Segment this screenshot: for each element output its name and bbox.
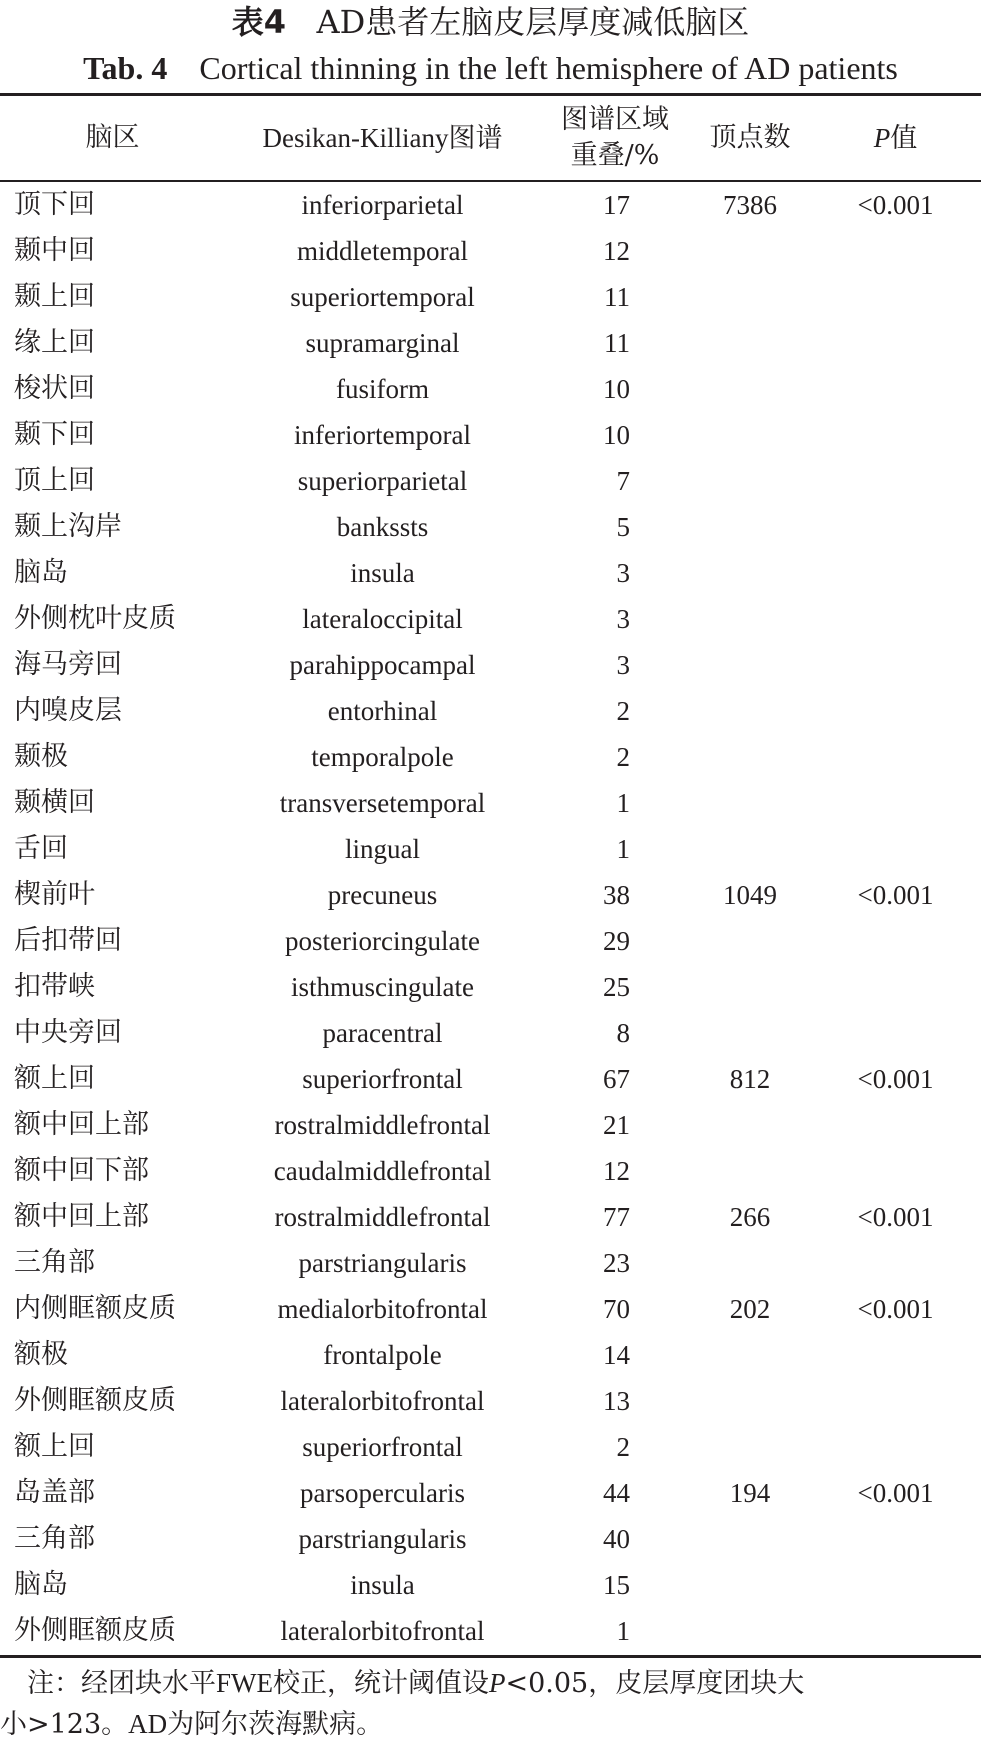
cell-atlas: isthmuscingulate (291, 972, 474, 1002)
table-row (0, 366, 981, 412)
cell-p-value (810, 1010, 981, 1056)
cell-overlap: 21 (603, 1110, 630, 1140)
cell-vertices (690, 1424, 810, 1470)
cell-vertices (690, 228, 810, 274)
table-row (0, 1286, 981, 1332)
cell-vertices (690, 320, 810, 366)
cell-region: 后扣带回 (14, 925, 122, 956)
table-row (0, 596, 981, 642)
cell-vertices (690, 1608, 810, 1654)
cell-overlap: 3 (616, 650, 630, 680)
cell-atlas: precuneus (327, 880, 438, 910)
cell-overlap: 11 (604, 328, 630, 358)
header-region: 脑区 (85, 122, 140, 153)
cell-vertices (690, 596, 810, 642)
table-row (0, 1148, 981, 1194)
cell-region: 中央旁回 (14, 1017, 122, 1048)
table-row (0, 320, 981, 366)
cell-overlap: 2 (616, 696, 630, 726)
cell-region: 颞中回 (14, 235, 95, 266)
cell-atlas: rostralmiddlefrontal (274, 1202, 491, 1232)
cell-overlap: 2 (616, 1432, 630, 1462)
table-header (0, 96, 981, 180)
cell-atlas: superiorparietal (297, 466, 468, 496)
cell-region: 内侧眶额皮质 (14, 1293, 176, 1324)
cell-overlap: 29 (603, 926, 630, 956)
cell-p-value (810, 412, 981, 458)
cell-vertices: 266 (729, 1202, 771, 1232)
table-row (0, 1010, 981, 1056)
cell-p-value (810, 642, 981, 688)
cell-p-value (810, 458, 981, 504)
header-atlas: Desikan-Killiany图谱 (262, 122, 503, 154)
table-title-cn-text: AD患者左脑皮层厚度减低脑区 (316, 3, 750, 41)
cell-region: 顶下回 (14, 189, 95, 220)
cell-p-value (810, 1562, 981, 1608)
cell-p-value (810, 1424, 981, 1470)
cell-vertices: 7386 (723, 190, 777, 220)
cell-atlas: parstriangularis (298, 1524, 467, 1554)
cell-p-value (810, 1516, 981, 1562)
cell-overlap: 38 (603, 880, 630, 910)
cell-atlas: inferiortemporal (294, 420, 471, 450)
cell-p-value: <0.001 (857, 1202, 934, 1232)
cell-p-value (810, 228, 981, 274)
cell-p-value: <0.001 (857, 1064, 934, 1094)
table-row (0, 918, 981, 964)
cell-p-value (810, 964, 981, 1010)
cell-atlas: parahippocampal (289, 650, 476, 680)
cell-region: 外侧眶额皮质 (14, 1385, 176, 1416)
cell-atlas: superiorfrontal (302, 1432, 463, 1462)
cell-region: 舌回 (14, 833, 68, 864)
cell-atlas: posteriorcingulate (285, 926, 480, 956)
table-row (0, 1562, 981, 1608)
table-number-en: Tab. 4 (83, 50, 168, 86)
cell-overlap: 40 (603, 1524, 630, 1554)
cell-overlap: 14 (603, 1340, 630, 1370)
table-body (0, 182, 981, 1654)
table-row (0, 872, 981, 918)
table-row (0, 182, 981, 228)
cell-atlas: rostralmiddlefrontal (274, 1110, 491, 1140)
cell-vertices: 194 (729, 1478, 771, 1508)
cell-vertices (690, 688, 810, 734)
table-title-en-text: Cortical thinning in the left hemisphere of AD patients (199, 50, 898, 86)
table-row (0, 274, 981, 320)
cell-vertices (690, 1516, 810, 1562)
cell-vertices (690, 1378, 810, 1424)
table-row (0, 1194, 981, 1240)
cell-overlap: 10 (603, 374, 630, 404)
cell-region: 颞下回 (14, 419, 95, 450)
cell-overlap: 77 (603, 1202, 630, 1232)
cell-region: 扣带峡 (14, 971, 95, 1002)
cell-vertices (690, 642, 810, 688)
cell-atlas: inferiorparietal (301, 190, 464, 220)
cell-region: 额中回下部 (14, 1155, 149, 1186)
cell-atlas: superiortemporal (290, 282, 475, 312)
cell-region: 缘上回 (14, 327, 95, 358)
table-title-en (0, 46, 981, 90)
cell-vertices (690, 1562, 810, 1608)
cell-atlas: caudalmiddlefrontal (273, 1156, 492, 1186)
cell-atlas: lateralorbitofrontal (280, 1386, 485, 1416)
cell-overlap: 3 (616, 558, 630, 588)
table-row (0, 642, 981, 688)
table-row (0, 1608, 981, 1654)
cell-region: 额中回上部 (14, 1109, 149, 1140)
header-p-value: P值 (873, 122, 918, 154)
cell-vertices (690, 366, 810, 412)
cell-overlap: 10 (603, 420, 630, 450)
cell-atlas: fusiform (336, 374, 429, 404)
table-note: 注：经团块水平FWE校正，统计阈值设P<0.05，皮层厚度团块大 小>123。AD为阿尔茨海默病。 (0, 1668, 805, 1740)
cell-overlap: 25 (603, 972, 630, 1002)
cell-region: 额上回 (14, 1063, 95, 1094)
table-row (0, 1056, 981, 1102)
cell-atlas: bankssts (336, 512, 429, 542)
table-row (0, 1516, 981, 1562)
cell-p-value (810, 780, 981, 826)
cell-atlas: medialorbitofrontal (277, 1294, 488, 1324)
cell-overlap: 8 (616, 1018, 630, 1048)
cell-p-value: <0.001 (857, 1294, 934, 1324)
cell-overlap: 17 (603, 190, 630, 220)
header-overlap: 图谱区域 重叠/% (561, 104, 669, 171)
table-row (0, 504, 981, 550)
table-row (0, 734, 981, 780)
cell-atlas: lateralorbitofrontal (280, 1616, 485, 1646)
cell-overlap: 13 (603, 1386, 630, 1416)
cell-atlas: transversetemporal (279, 788, 486, 818)
cell-overlap: 3 (616, 604, 630, 634)
cell-region: 颞极 (14, 741, 68, 772)
table-bottom-rule (0, 1655, 981, 1658)
cell-p-value (810, 1102, 981, 1148)
cell-overlap: 11 (604, 282, 630, 312)
cell-p-value (810, 366, 981, 412)
cell-region: 外侧枕叶皮质 (14, 603, 176, 634)
table-row (0, 1378, 981, 1424)
cell-p-value (810, 320, 981, 366)
cell-vertices (690, 504, 810, 550)
cell-overlap: 2 (616, 742, 630, 772)
cell-overlap: 44 (603, 1478, 630, 1508)
header-vertices: 顶点数 (709, 122, 791, 153)
cell-overlap: 7 (616, 466, 630, 496)
cell-region: 颞横回 (14, 787, 95, 818)
cell-p-value (810, 1608, 981, 1654)
cell-region: 脑岛 (14, 557, 68, 588)
cell-vertices: 812 (729, 1064, 771, 1094)
cell-atlas: entorhinal (327, 696, 438, 726)
cell-p-value (810, 1332, 981, 1378)
table-row (0, 1424, 981, 1470)
cell-region: 内嗅皮层 (14, 695, 122, 726)
cell-vertices (690, 964, 810, 1010)
cell-vertices (690, 458, 810, 504)
cell-overlap: 70 (603, 1294, 630, 1324)
cell-vertices (690, 734, 810, 780)
table-row (0, 1240, 981, 1286)
cell-region: 岛盖部 (14, 1477, 95, 1508)
cell-region: 外侧眶额皮质 (14, 1615, 176, 1646)
table-row (0, 964, 981, 1010)
table-row (0, 412, 981, 458)
cell-p-value (810, 1240, 981, 1286)
cell-overlap: 12 (603, 236, 630, 266)
cell-atlas: supramarginal (305, 328, 460, 358)
cell-region: 额上回 (14, 1431, 95, 1462)
cell-vertices (690, 1332, 810, 1378)
cell-p-value (810, 688, 981, 734)
cell-p-value (810, 1148, 981, 1194)
table-row (0, 1102, 981, 1148)
cell-vertices: 1049 (723, 880, 777, 910)
cell-vertices (690, 1148, 810, 1194)
cell-overlap: 1 (616, 1616, 630, 1646)
cell-p-value (810, 274, 981, 320)
cell-region: 颞上回 (14, 281, 95, 312)
cell-vertices: 202 (729, 1294, 771, 1324)
table-row (0, 550, 981, 596)
cell-overlap: 23 (603, 1248, 630, 1278)
cell-atlas: parstriangularis (298, 1248, 467, 1278)
cell-p-value (810, 504, 981, 550)
cell-atlas: insula (350, 1570, 415, 1600)
cell-vertices (690, 1010, 810, 1056)
cell-region: 海马旁回 (14, 649, 122, 680)
table-row (0, 458, 981, 504)
cell-p-value (810, 550, 981, 596)
cell-atlas: paracentral (322, 1018, 443, 1048)
cell-overlap: 5 (616, 512, 630, 542)
table-number-cn: 表4 (231, 3, 286, 41)
cell-vertices (690, 826, 810, 872)
cell-p-value (810, 596, 981, 642)
table-row (0, 1470, 981, 1516)
cell-region: 颞上沟岸 (14, 511, 122, 542)
cell-region: 额极 (14, 1339, 68, 1370)
cell-region: 梭状回 (14, 373, 95, 404)
cell-atlas: frontalpole (323, 1340, 442, 1370)
cell-p-value (810, 826, 981, 872)
cell-vertices (690, 780, 810, 826)
cell-atlas: insula (350, 558, 415, 588)
cell-atlas: superiorfrontal (302, 1064, 463, 1094)
cell-atlas: parsopercularis (300, 1478, 465, 1508)
cell-atlas: lateraloccipital (302, 604, 463, 634)
cell-p-value (810, 918, 981, 964)
cell-overlap: 1 (616, 788, 630, 818)
cell-overlap: 15 (603, 1570, 630, 1600)
table-row (0, 228, 981, 274)
cell-p-value (810, 1378, 981, 1424)
cell-vertices (690, 550, 810, 596)
table-title-cn (0, 0, 981, 44)
cell-p-value: <0.001 (857, 190, 934, 220)
cell-overlap: 67 (603, 1064, 630, 1094)
cell-p-value: <0.001 (857, 1478, 934, 1508)
table-row (0, 826, 981, 872)
cell-region: 三角部 (14, 1247, 95, 1278)
cell-overlap: 12 (603, 1156, 630, 1186)
cell-p-value: <0.001 (857, 880, 934, 910)
table-row (0, 688, 981, 734)
cell-region: 楔前叶 (14, 879, 95, 910)
cell-region: 脑岛 (14, 1569, 68, 1600)
table-row (0, 1332, 981, 1378)
cell-vertices (690, 918, 810, 964)
table-row (0, 780, 981, 826)
cell-region: 三角部 (14, 1523, 95, 1554)
cell-overlap: 1 (616, 834, 630, 864)
cell-vertices (690, 1102, 810, 1148)
cell-vertices (690, 1240, 810, 1286)
cell-atlas: lingual (345, 834, 420, 864)
cell-vertices (690, 274, 810, 320)
cell-vertices (690, 412, 810, 458)
cell-atlas: middletemporal (297, 236, 468, 266)
cell-atlas: temporalpole (311, 742, 454, 772)
cell-region: 额中回上部 (14, 1201, 149, 1232)
cell-region: 顶上回 (14, 465, 95, 496)
cell-p-value (810, 734, 981, 780)
